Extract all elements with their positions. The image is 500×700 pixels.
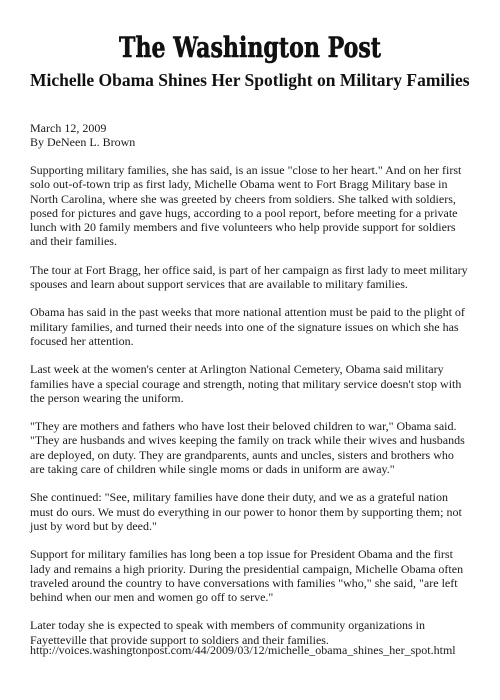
paragraph: Support for military families has long been a top issue for President Obama and the first lady and remains a high priority. During the presidential campaign, Michelle Obama often traveled around the country to have conversations with families "who," she said, "are left behind when our men and women go off to serve." [30,547,464,605]
paragraph: She continued: "See, military families have done their duty, and we as a grateful nation must do ours. We must do everything in our power to honor them by supporting them; not just by word but by deed." [30,490,462,533]
washington-post-logo [100,26,400,66]
paragraph: "They are mothers and fathers who have lost their beloved children to war," Obama said. "They are husbands and wives keeping the family on track while their wives and husbands are deployed, on duty. They are grandparents, aunts and uncles, sisters and brothers who are taking care of children while single moms or dads in uniform are away." [30,419,465,477]
article-meta [30,121,470,149]
paragraph: Last week at the women's center at Arlington National Cemetery, Obama said military families have a special courage and strength, noting that military service doesn't stop with the person wearing the uniform. [30,362,462,405]
source-url: http://voices.washingtonpost.com/44/2009/03/12/michelle_obama_shines_her_spot.html [30,643,456,657]
article-date: March 12, 2009 [30,121,107,135]
logo-wordmark: The Washington Post [119,31,382,64]
paragraph: Obama has said in the past weeks that more national attention must be paid to the plight of military families, and turned their needs into one of the signature issues on which she has focused her attention. [30,305,465,348]
paragraph: Later today she is expected to speak with members of community organizations in Fayetteville that provide support to soldiers and their families. [30,618,426,647]
paragraph: Supporting military families, she has said, is an issue "close to her heart." And on her first solo out-of-town trip as first lady, Michelle Obama went to Fort Bragg Military base in North Carolina, where she was greeted by cheers from soldiers. She talked with soldiers, posed for pictures and gave hugs, according to a pool report, before meeting for a private lunch with 20 family members and five volunteers who help provide support for soldiers and their families. [30,163,462,249]
article-headline: Michelle Obama Shines Her Spotlight on Military Families [30,70,470,90]
article-byline: By DeNeen L. Brown [30,135,136,149]
article-body [30,163,470,661]
paragraph: The tour at Fort Bragg, her office said, is part of her campaign as first lady to meet military spouses and learn about support services that are available to military families. [30,262,468,292]
